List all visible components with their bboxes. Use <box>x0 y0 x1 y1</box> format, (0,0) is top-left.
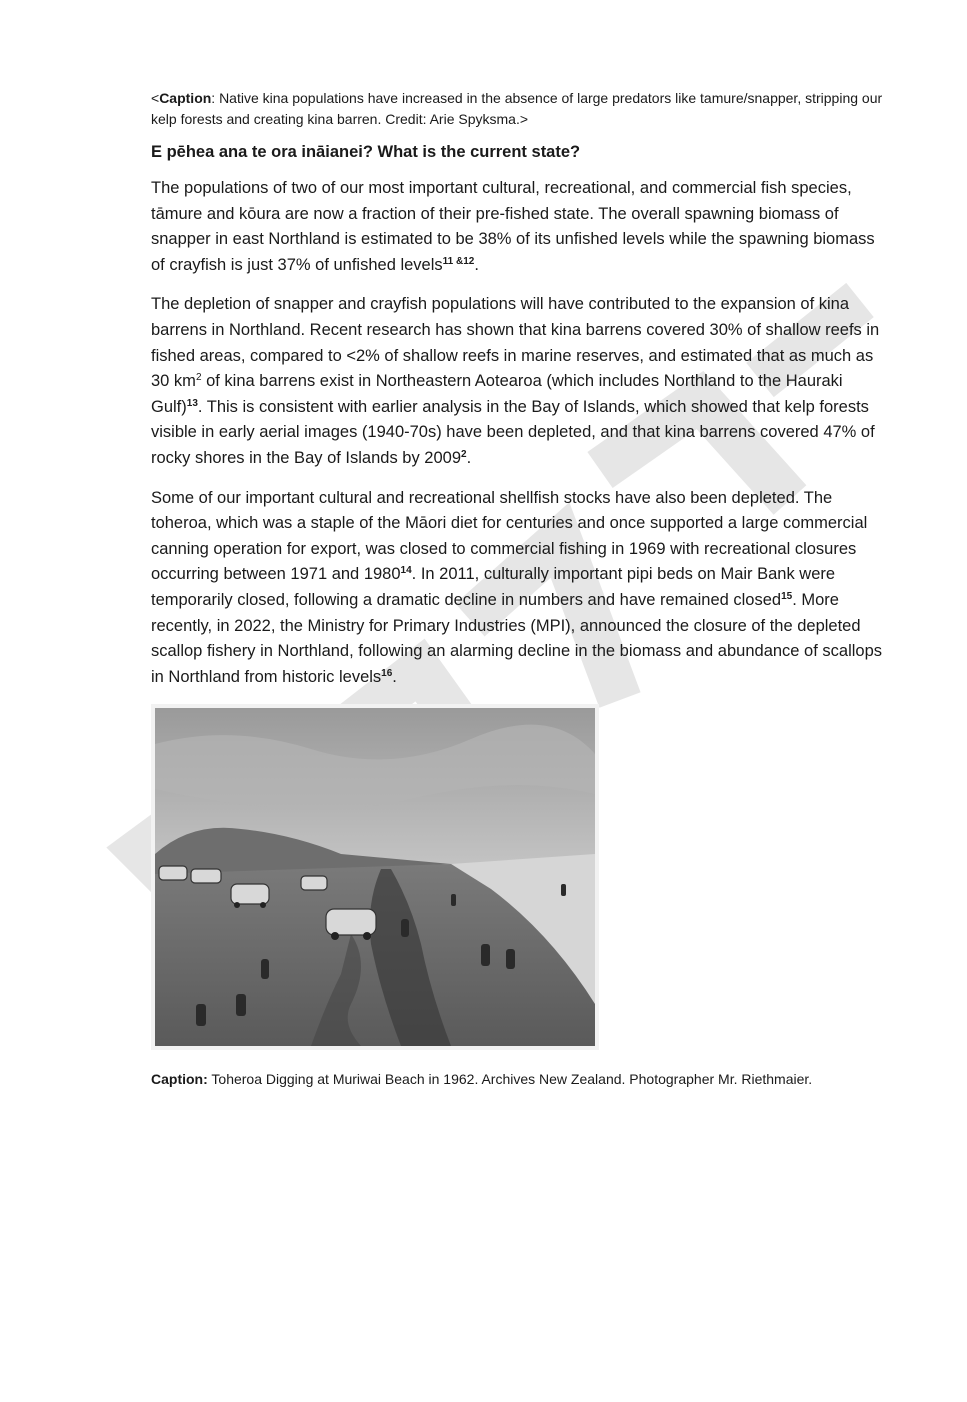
photo-caption: Caption: Toheroa Digging at Muriwai Beach in 1962. Archives New Zealand. Photographer Mr. Riethmaier. <box>151 1071 813 1088</box>
beach-photo <box>151 704 599 1050</box>
paragraph-kina-barrens: The depletion of snapper and crayfish populations will have contributed to the expansion of kina barrens in Northland. Recent research has shown that kina barrens covered 30% of shallow reefs in fished areas, compared to <2% of shallow reefs in marine reserves, and estimated that as much as 30 $km^2$ of kina barrens exist in Northeastern Aotearoa (which includes Northland to the Hauraki Gulf)$^{13}$. This is consistent with earlier analysis in the Bay of Islands, which showed that kelp forests visible in early aerial images (1940-70s) have been depleted, and that kina barrens covered 47% of rocky shores in the Bay of Islands by 2009$^2$. <box>151 295 880 467</box>
section-heading: E pēhea ana te ora ināianei? What is the current state? <box>151 143 581 161</box>
footnote-ref: 15 <box>781 590 793 602</box>
paragraph-shellfish: Some of our important cultural and recreational shellfish stocks have also been depleted. The toheroa, which was a staple of the Māori diet for centuries and once supported a large commercial canning operation for export, was closed to commercial fishing in 1969 with recreational closures occurring between 1971 and 1980$^{14}$. In 2011, culturally important pipi beds on Mair Bank were temporarily closed, following a dramatic decline in numbers and have remained closed$^{15}$. More recently, in 2022, the Ministry for Primary Industries (MPI), announced the closure of the depleted scallop fishery in Northland, following an alarming decline in the biomass and abundance of scallops in Northland from historic levels$^{16}$. <box>151 488 883 686</box>
footnote-ref: 14 <box>400 565 412 577</box>
footnote-ref: 16 <box>381 667 393 679</box>
kina-caption: <Caption: Native kina populations have increased in the absence of large predators like tamure/snapper, stripping our kelp forests and creating kina barren. Credit: Arie Spyksma.> <box>151 90 883 127</box>
document-body <box>151 88 886 1105</box>
caption-label: Caption <box>159 90 212 106</box>
footnote-ref: 13 <box>186 397 198 409</box>
unit-superscript: 2 <box>195 372 202 384</box>
footnote-ref: 11 &12 <box>442 255 475 267</box>
caption-label: Caption: <box>151 1071 208 1088</box>
paragraph-fish-populations: The populations of two of our most important cultural, recreational, and commercial fish species, tāmure and kōura are now a fraction of their pre-fished state. The overall spawning biomass of snapper in east Northland is estimated to be 38% of its unfished levels while the spawning biomass of crayfish is just 37% of unfished levels$^{11 \&12}$. <box>151 179 875 274</box>
footnote-ref: 2 <box>461 448 467 460</box>
